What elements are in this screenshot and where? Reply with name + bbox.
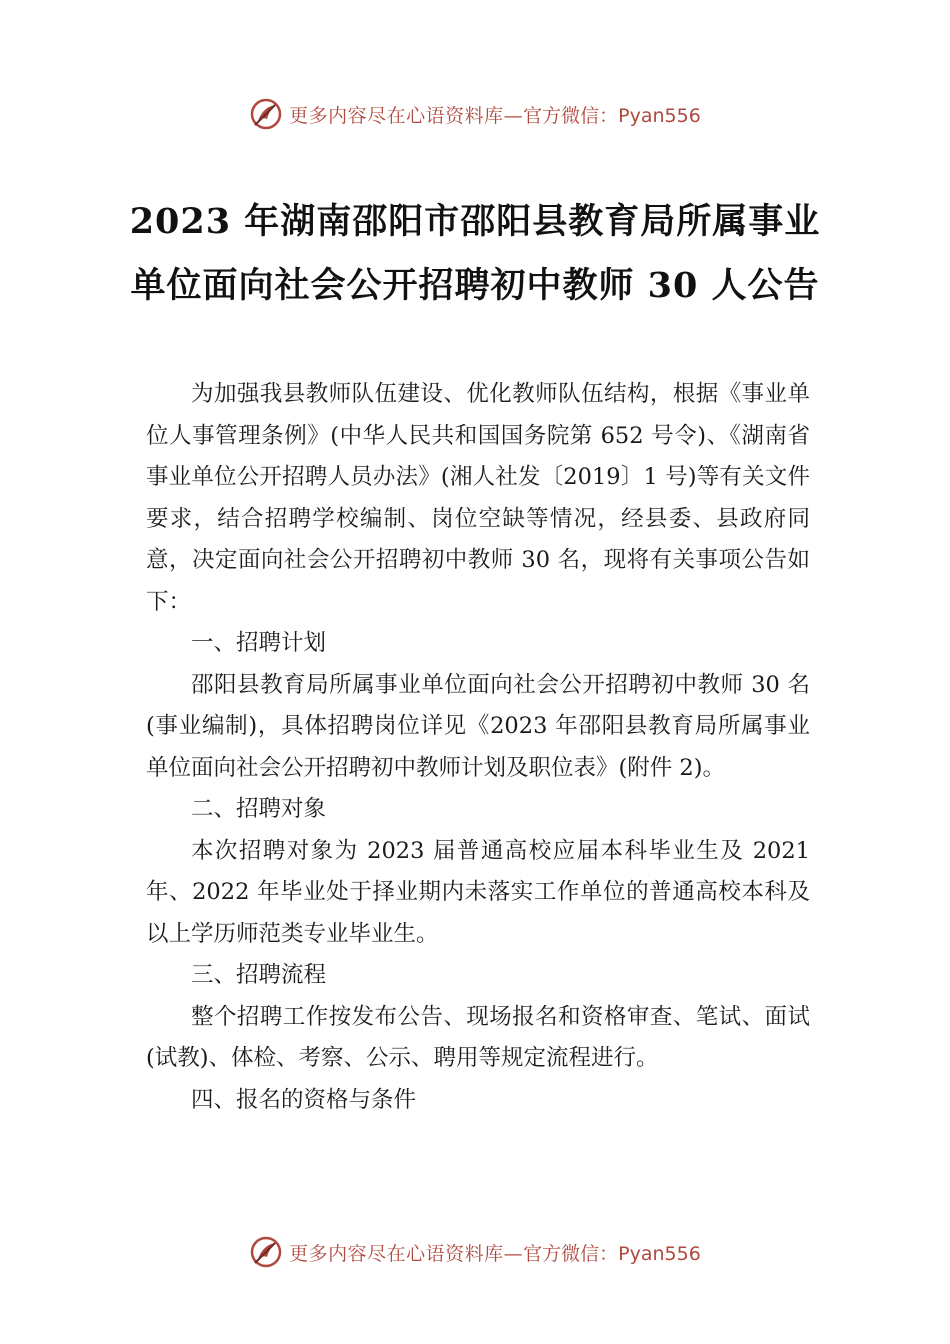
document-body — [146, 374, 810, 1121]
section-heading-1: 一、招聘计划 — [191, 630, 327, 656]
banner-wechat: 官方微信：Pyan556 — [523, 1242, 701, 1265]
title-line-1: 2023 年湖南邵阳市邵阳县教育局所属事业 — [129, 201, 821, 242]
section-heading-3: 三、招聘流程 — [191, 962, 327, 988]
footer-banner — [0, 1232, 950, 1272]
banner-wechat: 官方微信：Pyan556 — [523, 104, 701, 127]
brand-logo-icon — [249, 97, 283, 131]
paragraph-plan: 邵阳县教育局所属事业单位面向社会公开招聘初中教师 30 名(事业编制)，具体招聘岗位详见《2023 年邵阳县教育局所属事业单位面向社会公开招聘初中教师计划及职位表》(附件 2)。 — [146, 671, 810, 781]
banner-text: 更多内容尽在心语资料库— — [289, 104, 524, 127]
section-heading-4: 四、报名的资格与条件 — [191, 1086, 417, 1113]
banner-text: 更多内容尽在心语资料库— — [289, 1242, 524, 1265]
header-banner — [0, 94, 950, 134]
paragraph-process: 整个招聘工作按发布公告、现场报名和资格审查、笔试、面试(试教)、体检、考察、公示、聘用等规定流程进行。 — [146, 1003, 810, 1071]
paragraph-target: 本次招聘对象为 2023 届普通高校应届本科毕业生及 2021 年、2022 年毕业处于择业期内未落实工作单位的普通高校本科及以上学历师范类专业毕业生。 — [146, 837, 810, 947]
document-title — [120, 190, 830, 318]
section-heading-2: 二、招聘对象 — [191, 796, 327, 822]
title-line-2: 单位面向社会公开招聘初中教师 30 人公告 — [130, 265, 820, 306]
brand-logo-icon — [249, 1235, 283, 1269]
paragraph-intro: 为加强我县教师队伍建设、优化教师队伍结构，根据《事业单位人事管理条例》(中华人民共和国国务院第 652 号令)、《湖南省事业单位公开招聘人员办法》(湘人社发〔2019〕1 号)等有关文件要求，结合招聘学校编制、岗位空缺等情况，经县委、县政府同意，决定面向社会公开招聘初中教师 30 名，现将有关事项公告如下： — [146, 381, 810, 615]
